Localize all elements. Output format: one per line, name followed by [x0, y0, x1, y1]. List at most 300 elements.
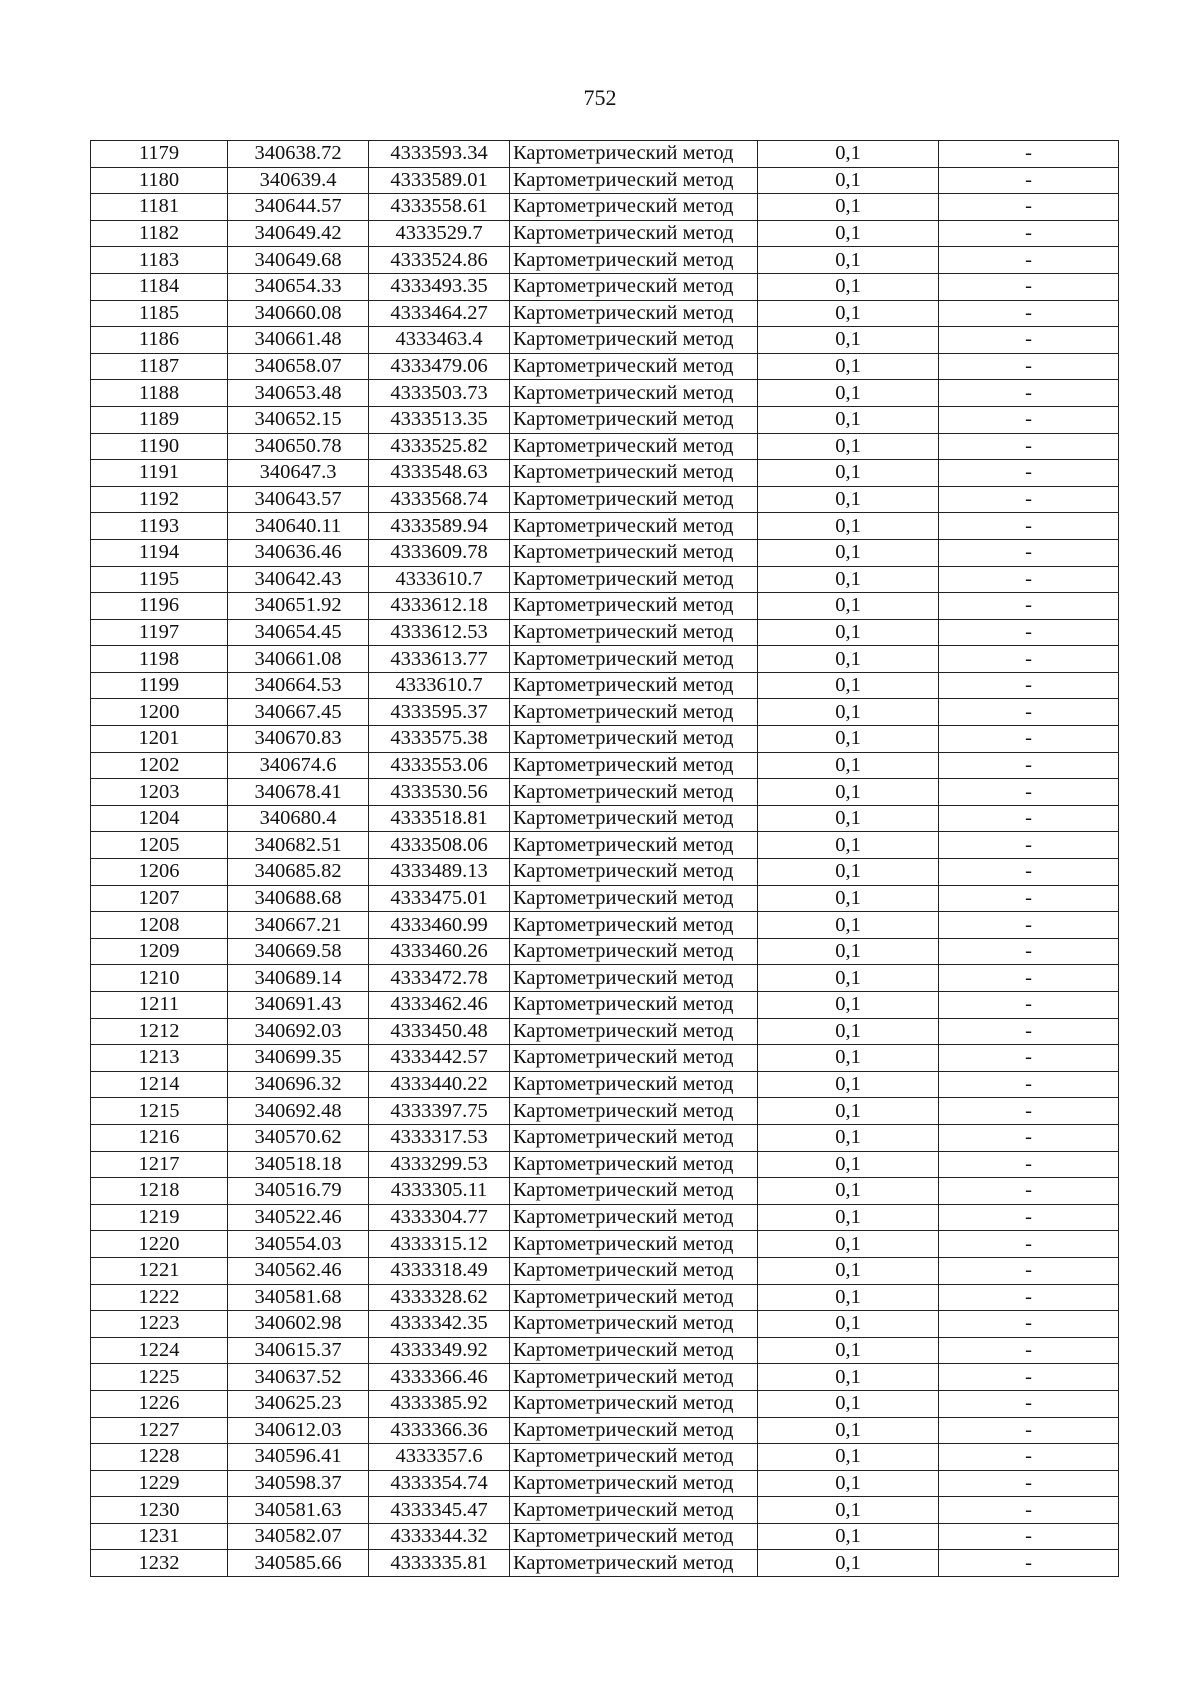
x-coordinate-cell: 340640.11 [228, 513, 369, 540]
note-cell: - [939, 672, 1119, 699]
point-number-cell: 1217 [91, 1151, 228, 1178]
table-row [91, 992, 1119, 1019]
accuracy-cell: 0,1 [758, 1178, 939, 1205]
y-coordinate-cell: 4333493.35 [369, 273, 510, 300]
x-coordinate-cell: 340581.63 [228, 1497, 369, 1524]
method-cell: Картометрический метод [510, 1497, 758, 1524]
y-coordinate-cell: 4333328.62 [369, 1284, 510, 1311]
point-number-cell: 1200 [91, 699, 228, 726]
note-cell: - [939, 992, 1119, 1019]
x-coordinate-cell: 340649.42 [228, 220, 369, 247]
note-cell: - [939, 1151, 1119, 1178]
y-coordinate-cell: 4333315.12 [369, 1231, 510, 1258]
point-number-cell: 1213 [91, 1045, 228, 1072]
y-coordinate-cell: 4333397.75 [369, 1098, 510, 1125]
y-coordinate-cell: 4333385.92 [369, 1390, 510, 1417]
note-cell: - [939, 779, 1119, 806]
table-row [91, 1045, 1119, 1072]
y-coordinate-cell: 4333440.22 [369, 1071, 510, 1098]
note-cell: - [939, 1550, 1119, 1577]
note-cell: - [939, 1018, 1119, 1045]
note-cell: - [939, 752, 1119, 779]
note-cell: - [939, 1390, 1119, 1417]
note-cell: - [939, 220, 1119, 247]
note-cell: - [939, 1231, 1119, 1258]
accuracy-cell: 0,1 [758, 1071, 939, 1098]
accuracy-cell: 0,1 [758, 539, 939, 566]
accuracy-cell: 0,1 [758, 672, 939, 699]
note-cell: - [939, 1444, 1119, 1471]
method-cell: Картометрический метод [510, 832, 758, 859]
x-coordinate-cell: 340554.03 [228, 1231, 369, 1258]
accuracy-cell: 0,1 [758, 1151, 939, 1178]
method-cell: Картометрический метод [510, 539, 758, 566]
x-coordinate-cell: 340658.07 [228, 353, 369, 380]
x-coordinate-cell: 340682.51 [228, 832, 369, 859]
point-number-cell: 1221 [91, 1257, 228, 1284]
y-coordinate-cell: 4333450.48 [369, 1018, 510, 1045]
accuracy-cell: 0,1 [758, 141, 939, 168]
x-coordinate-cell: 340669.58 [228, 938, 369, 965]
point-number-cell: 1197 [91, 619, 228, 646]
note-cell: - [939, 1497, 1119, 1524]
point-number-cell: 1229 [91, 1470, 228, 1497]
note-cell: - [939, 460, 1119, 487]
y-coordinate-cell: 4333518.81 [369, 805, 510, 832]
point-number-cell: 1222 [91, 1284, 228, 1311]
x-coordinate-cell: 340643.57 [228, 486, 369, 513]
point-number-cell: 1211 [91, 992, 228, 1019]
method-cell: Картометрический метод [510, 194, 758, 221]
y-coordinate-cell: 4333575.38 [369, 726, 510, 753]
point-number-cell: 1179 [91, 141, 228, 168]
point-number-cell: 1209 [91, 938, 228, 965]
method-cell: Картометрический метод [510, 1178, 758, 1205]
point-number-cell: 1220 [91, 1231, 228, 1258]
table-row [91, 912, 1119, 939]
accuracy-cell: 0,1 [758, 832, 939, 859]
note-cell: - [939, 141, 1119, 168]
point-number-cell: 1189 [91, 406, 228, 433]
method-cell: Картометрический метод [510, 1204, 758, 1231]
x-coordinate-cell: 340689.14 [228, 965, 369, 992]
table-row [91, 1178, 1119, 1205]
method-cell: Картометрический метод [510, 353, 758, 380]
point-number-cell: 1227 [91, 1417, 228, 1444]
point-number-cell: 1228 [91, 1444, 228, 1471]
accuracy-cell: 0,1 [758, 912, 939, 939]
y-coordinate-cell: 4333612.53 [369, 619, 510, 646]
note-cell: - [939, 646, 1119, 673]
accuracy-cell: 0,1 [758, 1523, 939, 1550]
note-cell: - [939, 327, 1119, 354]
point-number-cell: 1185 [91, 300, 228, 327]
point-number-cell: 1190 [91, 433, 228, 460]
note-cell: - [939, 1337, 1119, 1364]
method-cell: Картометрический метод [510, 619, 758, 646]
accuracy-cell: 0,1 [758, 1284, 939, 1311]
y-coordinate-cell: 4333503.73 [369, 380, 510, 407]
accuracy-cell: 0,1 [758, 247, 939, 274]
table-row [91, 672, 1119, 699]
point-number-cell: 1201 [91, 726, 228, 753]
table-row [91, 513, 1119, 540]
table-row [91, 1204, 1119, 1231]
method-cell: Картометрический метод [510, 141, 758, 168]
x-coordinate-cell: 340699.35 [228, 1045, 369, 1072]
y-coordinate-cell: 4333442.57 [369, 1045, 510, 1072]
x-coordinate-cell: 340678.41 [228, 779, 369, 806]
note-cell: - [939, 1257, 1119, 1284]
y-coordinate-cell: 4333568.74 [369, 486, 510, 513]
accuracy-cell: 0,1 [758, 327, 939, 354]
x-coordinate-cell: 340647.3 [228, 460, 369, 487]
y-coordinate-cell: 4333464.27 [369, 300, 510, 327]
accuracy-cell: 0,1 [758, 619, 939, 646]
method-cell: Картометрический метод [510, 1231, 758, 1258]
y-coordinate-cell: 4333479.06 [369, 353, 510, 380]
table-row [91, 965, 1119, 992]
note-cell: - [939, 433, 1119, 460]
table-row [91, 859, 1119, 886]
accuracy-cell: 0,1 [758, 885, 939, 912]
y-coordinate-cell: 4333344.32 [369, 1523, 510, 1550]
y-coordinate-cell: 4333345.47 [369, 1497, 510, 1524]
y-coordinate-cell: 4333335.81 [369, 1550, 510, 1577]
method-cell: Картометрический метод [510, 1523, 758, 1550]
coordinates-table [90, 140, 1119, 1577]
accuracy-cell: 0,1 [758, 460, 939, 487]
accuracy-cell: 0,1 [758, 566, 939, 593]
note-cell: - [939, 619, 1119, 646]
method-cell: Картометрический метод [510, 327, 758, 354]
x-coordinate-cell: 340585.66 [228, 1550, 369, 1577]
x-coordinate-cell: 340562.46 [228, 1257, 369, 1284]
note-cell: - [939, 513, 1119, 540]
x-coordinate-cell: 340696.32 [228, 1071, 369, 1098]
x-coordinate-cell: 340652.15 [228, 406, 369, 433]
page-number: 752 [583, 85, 617, 110]
x-coordinate-cell: 340644.57 [228, 194, 369, 221]
method-cell: Картометрический метод [510, 805, 758, 832]
accuracy-cell: 0,1 [758, 1231, 939, 1258]
note-cell: - [939, 273, 1119, 300]
accuracy-cell: 0,1 [758, 1417, 939, 1444]
x-coordinate-cell: 340654.33 [228, 273, 369, 300]
table-row [91, 832, 1119, 859]
table-row [91, 646, 1119, 673]
table-row [91, 1364, 1119, 1391]
note-cell: - [939, 194, 1119, 221]
table-row [91, 779, 1119, 806]
accuracy-cell: 0,1 [758, 513, 939, 540]
accuracy-cell: 0,1 [758, 938, 939, 965]
note-cell: - [939, 1124, 1119, 1151]
table-row [91, 1124, 1119, 1151]
note-cell: - [939, 1204, 1119, 1231]
x-coordinate-cell: 340651.92 [228, 593, 369, 620]
note-cell: - [939, 859, 1119, 886]
note-cell: - [939, 406, 1119, 433]
method-cell: Картометрический метод [510, 1045, 758, 1072]
method-cell: Картометрический метод [510, 513, 758, 540]
point-number-cell: 1208 [91, 912, 228, 939]
note-cell: - [939, 1417, 1119, 1444]
y-coordinate-cell: 4333513.35 [369, 406, 510, 433]
accuracy-cell: 0,1 [758, 1257, 939, 1284]
table-row [91, 141, 1119, 168]
note-cell: - [939, 938, 1119, 965]
point-number-cell: 1215 [91, 1098, 228, 1125]
method-cell: Картометрический метод [510, 885, 758, 912]
point-number-cell: 1230 [91, 1497, 228, 1524]
x-coordinate-cell: 340680.4 [228, 805, 369, 832]
x-coordinate-cell: 340642.43 [228, 566, 369, 593]
y-coordinate-cell: 4333613.77 [369, 646, 510, 673]
accuracy-cell: 0,1 [758, 273, 939, 300]
point-number-cell: 1224 [91, 1337, 228, 1364]
method-cell: Картометрический метод [510, 1337, 758, 1364]
x-coordinate-cell: 340596.41 [228, 1444, 369, 1471]
y-coordinate-cell: 4333524.86 [369, 247, 510, 274]
point-number-cell: 1212 [91, 1018, 228, 1045]
y-coordinate-cell: 4333460.99 [369, 912, 510, 939]
table-row [91, 460, 1119, 487]
method-cell: Картометрический метод [510, 1257, 758, 1284]
table-row [91, 1523, 1119, 1550]
accuracy-cell: 0,1 [758, 805, 939, 832]
note-cell: - [939, 300, 1119, 327]
point-number-cell: 1214 [91, 1071, 228, 1098]
accuracy-cell: 0,1 [758, 1364, 939, 1391]
point-number-cell: 1184 [91, 273, 228, 300]
x-coordinate-cell: 340581.68 [228, 1284, 369, 1311]
table-row [91, 433, 1119, 460]
method-cell: Картометрический метод [510, 406, 758, 433]
table-row [91, 1417, 1119, 1444]
point-number-cell: 1181 [91, 194, 228, 221]
method-cell: Картометрический метод [510, 1550, 758, 1577]
method-cell: Картометрический метод [510, 1098, 758, 1125]
y-coordinate-cell: 4333529.7 [369, 220, 510, 247]
note-cell: - [939, 167, 1119, 194]
accuracy-cell: 0,1 [758, 965, 939, 992]
method-cell: Картометрический метод [510, 1311, 758, 1338]
y-coordinate-cell: 4333357.6 [369, 1444, 510, 1471]
point-number-cell: 1202 [91, 752, 228, 779]
accuracy-cell: 0,1 [758, 593, 939, 620]
method-cell: Картометрический метод [510, 380, 758, 407]
table-row [91, 885, 1119, 912]
y-coordinate-cell: 4333553.06 [369, 752, 510, 779]
y-coordinate-cell: 4333610.7 [369, 672, 510, 699]
accuracy-cell: 0,1 [758, 194, 939, 221]
y-coordinate-cell: 4333463.4 [369, 327, 510, 354]
accuracy-cell: 0,1 [758, 779, 939, 806]
y-coordinate-cell: 4333610.7 [369, 566, 510, 593]
x-coordinate-cell: 340667.21 [228, 912, 369, 939]
table-row [91, 726, 1119, 753]
accuracy-cell: 0,1 [758, 726, 939, 753]
x-coordinate-cell: 340692.48 [228, 1098, 369, 1125]
y-coordinate-cell: 4333475.01 [369, 885, 510, 912]
point-number-cell: 1226 [91, 1390, 228, 1417]
accuracy-cell: 0,1 [758, 1497, 939, 1524]
point-number-cell: 1183 [91, 247, 228, 274]
point-number-cell: 1207 [91, 885, 228, 912]
table-row [91, 1018, 1119, 1045]
y-coordinate-cell: 4333366.46 [369, 1364, 510, 1391]
table-row [91, 1470, 1119, 1497]
point-number-cell: 1225 [91, 1364, 228, 1391]
table-row [91, 619, 1119, 646]
x-coordinate-cell: 340598.37 [228, 1470, 369, 1497]
table-row [91, 327, 1119, 354]
point-number-cell: 1194 [91, 539, 228, 566]
accuracy-cell: 0,1 [758, 1337, 939, 1364]
x-coordinate-cell: 340653.48 [228, 380, 369, 407]
table-row [91, 486, 1119, 513]
method-cell: Картометрический метод [510, 646, 758, 673]
method-cell: Картометрический метод [510, 726, 758, 753]
table-row [91, 1550, 1119, 1577]
coordinates-table-body [91, 141, 1119, 1577]
note-cell: - [939, 885, 1119, 912]
y-coordinate-cell: 4333593.34 [369, 141, 510, 168]
accuracy-cell: 0,1 [758, 859, 939, 886]
point-number-cell: 1205 [91, 832, 228, 859]
table-row [91, 1444, 1119, 1471]
method-cell: Картометрический метод [510, 593, 758, 620]
accuracy-cell: 0,1 [758, 1124, 939, 1151]
method-cell: Картометрический метод [510, 1470, 758, 1497]
table-row [91, 194, 1119, 221]
table-row [91, 699, 1119, 726]
accuracy-cell: 0,1 [758, 1018, 939, 1045]
note-cell: - [939, 699, 1119, 726]
accuracy-cell: 0,1 [758, 433, 939, 460]
table-row [91, 1071, 1119, 1098]
point-number-cell: 1203 [91, 779, 228, 806]
point-number-cell: 1216 [91, 1124, 228, 1151]
x-coordinate-cell: 340660.08 [228, 300, 369, 327]
y-coordinate-cell: 4333366.36 [369, 1417, 510, 1444]
table-row [91, 1151, 1119, 1178]
method-cell: Картометрический метод [510, 699, 758, 726]
point-number-cell: 1187 [91, 353, 228, 380]
table-row [91, 805, 1119, 832]
note-cell: - [939, 1311, 1119, 1338]
note-cell: - [939, 380, 1119, 407]
table-row [91, 167, 1119, 194]
accuracy-cell: 0,1 [758, 380, 939, 407]
method-cell: Картометрический метод [510, 1417, 758, 1444]
note-cell: - [939, 1178, 1119, 1205]
y-coordinate-cell: 4333304.77 [369, 1204, 510, 1231]
note-cell: - [939, 1098, 1119, 1125]
note-cell: - [939, 805, 1119, 832]
y-coordinate-cell: 4333508.06 [369, 832, 510, 859]
table-row [91, 566, 1119, 593]
x-coordinate-cell: 340612.03 [228, 1417, 369, 1444]
table-row [91, 1098, 1119, 1125]
method-cell: Картометрический метод [510, 1124, 758, 1151]
method-cell: Картометрический метод [510, 247, 758, 274]
point-number-cell: 1195 [91, 566, 228, 593]
table-row [91, 380, 1119, 407]
y-coordinate-cell: 4333558.61 [369, 194, 510, 221]
method-cell: Картометрический метод [510, 1444, 758, 1471]
y-coordinate-cell: 4333589.94 [369, 513, 510, 540]
accuracy-cell: 0,1 [758, 1470, 939, 1497]
accuracy-cell: 0,1 [758, 1204, 939, 1231]
method-cell: Картометрический метод [510, 1364, 758, 1391]
accuracy-cell: 0,1 [758, 1390, 939, 1417]
accuracy-cell: 0,1 [758, 353, 939, 380]
point-number-cell: 1210 [91, 965, 228, 992]
point-number-cell: 1180 [91, 167, 228, 194]
accuracy-cell: 0,1 [758, 992, 939, 1019]
method-cell: Картометрический метод [510, 167, 758, 194]
y-coordinate-cell: 4333342.35 [369, 1311, 510, 1338]
x-coordinate-cell: 340667.45 [228, 699, 369, 726]
x-coordinate-cell: 340661.08 [228, 646, 369, 673]
accuracy-cell: 0,1 [758, 1045, 939, 1072]
method-cell: Картометрический метод [510, 672, 758, 699]
x-coordinate-cell: 340638.72 [228, 141, 369, 168]
accuracy-cell: 0,1 [758, 300, 939, 327]
table-row [91, 593, 1119, 620]
accuracy-cell: 0,1 [758, 406, 939, 433]
table-row [91, 1284, 1119, 1311]
table-row [91, 938, 1119, 965]
table-row [91, 1311, 1119, 1338]
table-row [91, 1337, 1119, 1364]
table-row [91, 353, 1119, 380]
accuracy-cell: 0,1 [758, 646, 939, 673]
x-coordinate-cell: 340661.48 [228, 327, 369, 354]
point-number-cell: 1198 [91, 646, 228, 673]
y-coordinate-cell: 4333525.82 [369, 433, 510, 460]
point-number-cell: 1191 [91, 460, 228, 487]
x-coordinate-cell: 340639.4 [228, 167, 369, 194]
table-row [91, 1497, 1119, 1524]
method-cell: Картометрический метод [510, 1390, 758, 1417]
x-coordinate-cell: 340602.98 [228, 1311, 369, 1338]
accuracy-cell: 0,1 [758, 486, 939, 513]
method-cell: Картометрический метод [510, 460, 758, 487]
x-coordinate-cell: 340518.18 [228, 1151, 369, 1178]
y-coordinate-cell: 4333305.11 [369, 1178, 510, 1205]
note-cell: - [939, 566, 1119, 593]
accuracy-cell: 0,1 [758, 1550, 939, 1577]
x-coordinate-cell: 340691.43 [228, 992, 369, 1019]
y-coordinate-cell: 4333318.49 [369, 1257, 510, 1284]
x-coordinate-cell: 340615.37 [228, 1337, 369, 1364]
x-coordinate-cell: 340692.03 [228, 1018, 369, 1045]
x-coordinate-cell: 340516.79 [228, 1178, 369, 1205]
table-row [91, 406, 1119, 433]
note-cell: - [939, 539, 1119, 566]
y-coordinate-cell: 4333472.78 [369, 965, 510, 992]
y-coordinate-cell: 4333589.01 [369, 167, 510, 194]
point-number-cell: 1232 [91, 1550, 228, 1577]
x-coordinate-cell: 340522.46 [228, 1204, 369, 1231]
x-coordinate-cell: 340582.07 [228, 1523, 369, 1550]
accuracy-cell: 0,1 [758, 167, 939, 194]
accuracy-cell: 0,1 [758, 752, 939, 779]
accuracy-cell: 0,1 [758, 1098, 939, 1125]
